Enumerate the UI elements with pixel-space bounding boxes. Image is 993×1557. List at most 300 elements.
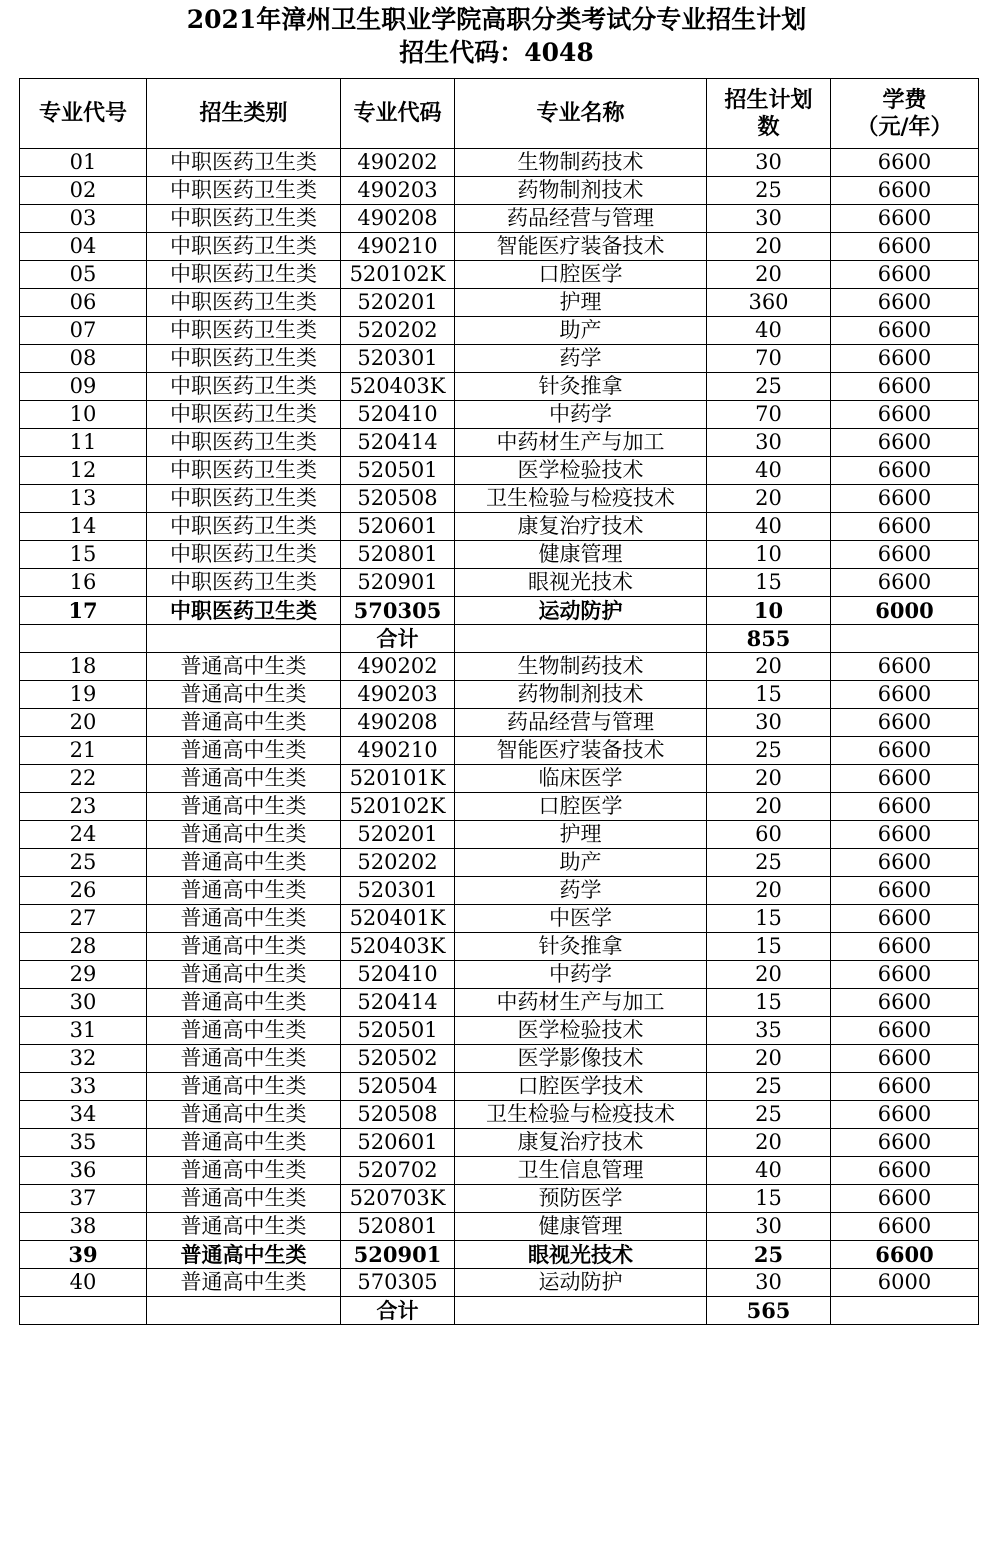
cell-major-number: 38 bbox=[20, 1213, 147, 1241]
cell-major-code: 520508 bbox=[341, 485, 455, 513]
cell-major-code: 570305 bbox=[341, 597, 455, 625]
cell-major-name: 运动防护 bbox=[455, 597, 707, 625]
cell-category: 普通高中生类 bbox=[147, 1073, 341, 1101]
cell-plan-count: 25 bbox=[707, 373, 831, 401]
cell-major-number: 35 bbox=[20, 1129, 147, 1157]
cell-tuition: 6600 bbox=[831, 373, 979, 401]
header-category: 招生类别 bbox=[147, 79, 341, 149]
cell-plan-count: 15 bbox=[707, 905, 831, 933]
cell-major-number: 22 bbox=[20, 765, 147, 793]
cell-category: 普通高中生类 bbox=[147, 1185, 341, 1213]
header-plan-line1: 招生计划 bbox=[724, 86, 813, 113]
cell-plan-count: 70 bbox=[707, 345, 831, 373]
cell-plan-count: 30 bbox=[707, 709, 831, 737]
cell-category: 中职医药卫生类 bbox=[147, 289, 341, 317]
cell-tuition: 6600 bbox=[831, 1185, 979, 1213]
cell-major-code: 520702 bbox=[341, 1157, 455, 1185]
table-row bbox=[20, 289, 979, 317]
cell-major-code: 520501 bbox=[341, 457, 455, 485]
cell-major-name: 预防医学 bbox=[455, 1185, 707, 1213]
cell-category: 普通高中生类 bbox=[147, 709, 341, 737]
table-row bbox=[20, 1045, 979, 1073]
cell-major-code: 520601 bbox=[341, 1129, 455, 1157]
cell-major-name: 康复治疗技术 bbox=[455, 1129, 707, 1157]
cell-major-name: 眼视光技术 bbox=[455, 1241, 707, 1269]
cell-major-code: 520414 bbox=[341, 989, 455, 1017]
cell-major-code: 合计 bbox=[341, 625, 455, 653]
cell-category: 中职医药卫生类 bbox=[147, 429, 341, 457]
table-row bbox=[20, 177, 979, 205]
cell-plan-count: 30 bbox=[707, 205, 831, 233]
cell-major-code: 520102K bbox=[341, 261, 455, 289]
header-plan-count bbox=[707, 79, 831, 149]
cell-category: 普通高中生类 bbox=[147, 989, 341, 1017]
cell-major-code: 520801 bbox=[341, 541, 455, 569]
table-row bbox=[20, 457, 979, 485]
table-row bbox=[20, 1269, 979, 1297]
cell-plan-count: 15 bbox=[707, 989, 831, 1017]
cell-tuition: 6600 bbox=[831, 401, 979, 429]
header-tuition-line1: 学费 bbox=[882, 86, 927, 113]
cell-plan-count: 10 bbox=[707, 597, 831, 625]
cell-major-code: 520201 bbox=[341, 289, 455, 317]
cell-plan-count: 20 bbox=[707, 961, 831, 989]
enrollment-plan-table bbox=[19, 78, 979, 1325]
cell-major-number: 31 bbox=[20, 1017, 147, 1045]
cell-tuition: 6000 bbox=[831, 1269, 979, 1297]
cell-tuition: 6600 bbox=[831, 905, 979, 933]
table-row bbox=[20, 933, 979, 961]
cell-major-number: 08 bbox=[20, 345, 147, 373]
cell-major-name: 药学 bbox=[455, 877, 707, 905]
cell-major-number: 10 bbox=[20, 401, 147, 429]
table-row bbox=[20, 261, 979, 289]
cell-major-name: 药品经营与管理 bbox=[455, 709, 707, 737]
cell-category: 中职医药卫生类 bbox=[147, 485, 341, 513]
document-title: 2021年漳州卫生职业学院高职分类考试分专业招生计划 bbox=[186, 5, 807, 34]
cell-major-code: 520202 bbox=[341, 317, 455, 345]
cell-category: 普通高中生类 bbox=[147, 1045, 341, 1073]
cell-plan-count: 20 bbox=[707, 485, 831, 513]
cell-plan-count: 360 bbox=[707, 289, 831, 317]
cell-major-number: 05 bbox=[20, 261, 147, 289]
cell-tuition: 6600 bbox=[831, 513, 979, 541]
table-row bbox=[20, 569, 979, 597]
cell-category bbox=[147, 1297, 341, 1325]
cell-major-number: 40 bbox=[20, 1269, 147, 1297]
cell-plan-count: 25 bbox=[707, 1241, 831, 1269]
cell-major-name: 口腔医学 bbox=[455, 793, 707, 821]
cell-plan-count: 25 bbox=[707, 1073, 831, 1101]
cell-major-number: 13 bbox=[20, 485, 147, 513]
cell-major-code: 520201 bbox=[341, 821, 455, 849]
cell-category: 普通高中生类 bbox=[147, 681, 341, 709]
cell-plan-count: 15 bbox=[707, 1185, 831, 1213]
table-row bbox=[20, 541, 979, 569]
cell-category: 中职医药卫生类 bbox=[147, 233, 341, 261]
cell-tuition: 6600 bbox=[831, 877, 979, 905]
cell-major-name: 药学 bbox=[455, 345, 707, 373]
cell-major-name: 眼视光技术 bbox=[455, 569, 707, 597]
cell-tuition: 6600 bbox=[831, 233, 979, 261]
cell-category: 普通高中生类 bbox=[147, 1269, 341, 1297]
cell-category: 普通高中生类 bbox=[147, 933, 341, 961]
cell-major-name bbox=[455, 625, 707, 653]
cell-major-name: 针灸推拿 bbox=[455, 933, 707, 961]
cell-major-number: 24 bbox=[20, 821, 147, 849]
cell-major-number: 12 bbox=[20, 457, 147, 485]
cell-category: 普通高中生类 bbox=[147, 793, 341, 821]
cell-major-name: 临床医学 bbox=[455, 765, 707, 793]
cell-plan-count: 40 bbox=[707, 317, 831, 345]
table-row bbox=[20, 821, 979, 849]
cell-plan-count: 20 bbox=[707, 653, 831, 681]
cell-major-number bbox=[20, 1297, 147, 1325]
cell-tuition: 6600 bbox=[831, 569, 979, 597]
cell-tuition: 6600 bbox=[831, 345, 979, 373]
cell-category: 普通高中生类 bbox=[147, 849, 341, 877]
cell-major-code: 520301 bbox=[341, 345, 455, 373]
cell-major-code: 520901 bbox=[341, 569, 455, 597]
cell-tuition: 6600 bbox=[831, 681, 979, 709]
cell-category: 中职医药卫生类 bbox=[147, 401, 341, 429]
table-row bbox=[20, 149, 979, 177]
cell-major-number: 39 bbox=[20, 1241, 147, 1269]
cell-major-name: 智能医疗装备技术 bbox=[455, 233, 707, 261]
cell-plan-count: 15 bbox=[707, 933, 831, 961]
cell-tuition: 6600 bbox=[831, 1045, 979, 1073]
cell-major-code: 520801 bbox=[341, 1213, 455, 1241]
cell-tuition: 6600 bbox=[831, 149, 979, 177]
cell-major-code: 490202 bbox=[341, 653, 455, 681]
cell-major-name: 中药材生产与加工 bbox=[455, 429, 707, 457]
cell-plan-count: 565 bbox=[707, 1297, 831, 1325]
cell-major-number: 06 bbox=[20, 289, 147, 317]
table-row bbox=[20, 877, 979, 905]
cell-major-name: 护理 bbox=[455, 821, 707, 849]
cell-plan-count: 15 bbox=[707, 569, 831, 597]
cell-major-number: 27 bbox=[20, 905, 147, 933]
cell-major-name: 护理 bbox=[455, 289, 707, 317]
table-row bbox=[20, 1073, 979, 1101]
cell-major-name: 生物制药技术 bbox=[455, 653, 707, 681]
cell-major-name: 卫生检验与检疫技术 bbox=[455, 485, 707, 513]
cell-tuition: 6600 bbox=[831, 793, 979, 821]
cell-major-number: 01 bbox=[20, 149, 147, 177]
cell-major-name: 智能医疗装备技术 bbox=[455, 737, 707, 765]
cell-category: 普通高中生类 bbox=[147, 877, 341, 905]
cell-category: 中职医药卫生类 bbox=[147, 205, 341, 233]
cell-plan-count: 25 bbox=[707, 1101, 831, 1129]
cell-tuition: 6600 bbox=[831, 457, 979, 485]
cell-major-name: 助产 bbox=[455, 317, 707, 345]
cell-plan-count: 20 bbox=[707, 261, 831, 289]
cell-major-number: 03 bbox=[20, 205, 147, 233]
cell-major-name: 医学影像技术 bbox=[455, 1045, 707, 1073]
table-row bbox=[20, 233, 979, 261]
cell-tuition: 6600 bbox=[831, 177, 979, 205]
cell-major-code: 490202 bbox=[341, 149, 455, 177]
table-row bbox=[20, 681, 979, 709]
cell-major-name: 卫生检验与检疫技术 bbox=[455, 1101, 707, 1129]
cell-category: 普通高中生类 bbox=[147, 765, 341, 793]
cell-major-code: 520703K bbox=[341, 1185, 455, 1213]
cell-plan-count: 30 bbox=[707, 149, 831, 177]
cell-tuition: 6600 bbox=[831, 849, 979, 877]
table-row bbox=[20, 1213, 979, 1241]
cell-category: 中职医药卫生类 bbox=[147, 373, 341, 401]
cell-plan-count: 25 bbox=[707, 177, 831, 205]
cell-category: 普通高中生类 bbox=[147, 821, 341, 849]
cell-tuition: 6600 bbox=[831, 821, 979, 849]
cell-major-name: 中药学 bbox=[455, 401, 707, 429]
cell-major-number: 07 bbox=[20, 317, 147, 345]
cell-tuition: 6000 bbox=[831, 597, 979, 625]
cell-major-number: 18 bbox=[20, 653, 147, 681]
cell-major-code: 490210 bbox=[341, 737, 455, 765]
cell-tuition bbox=[831, 625, 979, 653]
cell-major-number: 29 bbox=[20, 961, 147, 989]
cell-major-name: 运动防护 bbox=[455, 1269, 707, 1297]
cell-major-number: 19 bbox=[20, 681, 147, 709]
cell-major-number: 02 bbox=[20, 177, 147, 205]
total-row bbox=[20, 1297, 979, 1325]
cell-category: 中职医药卫生类 bbox=[147, 541, 341, 569]
header-major-code: 专业代码 bbox=[341, 79, 455, 149]
table-row bbox=[20, 1017, 979, 1045]
table-row bbox=[20, 1241, 979, 1269]
cell-major-code: 520410 bbox=[341, 961, 455, 989]
cell-tuition: 6600 bbox=[831, 289, 979, 317]
cell-category: 普通高中生类 bbox=[147, 1241, 341, 1269]
table-row bbox=[20, 345, 979, 373]
cell-tuition: 6600 bbox=[831, 1241, 979, 1269]
total-row bbox=[20, 625, 979, 653]
cell-major-name bbox=[455, 1297, 707, 1325]
cell-major-code: 520501 bbox=[341, 1017, 455, 1045]
cell-major-number: 04 bbox=[20, 233, 147, 261]
table-row bbox=[20, 961, 979, 989]
cell-major-code: 合计 bbox=[341, 1297, 455, 1325]
cell-major-name: 中药材生产与加工 bbox=[455, 989, 707, 1017]
table-row bbox=[20, 485, 979, 513]
cell-major-code: 520502 bbox=[341, 1045, 455, 1073]
cell-tuition: 6600 bbox=[831, 933, 979, 961]
table-row bbox=[20, 1185, 979, 1213]
cell-major-name: 药品经营与管理 bbox=[455, 205, 707, 233]
cell-major-code: 520202 bbox=[341, 849, 455, 877]
cell-major-name: 口腔医学技术 bbox=[455, 1073, 707, 1101]
cell-tuition: 6600 bbox=[831, 1073, 979, 1101]
cell-tuition: 6600 bbox=[831, 765, 979, 793]
cell-category: 普通高中生类 bbox=[147, 961, 341, 989]
table-body bbox=[20, 149, 979, 1325]
cell-major-name: 生物制药技术 bbox=[455, 149, 707, 177]
header-major-number: 专业代号 bbox=[20, 79, 147, 149]
cell-major-code: 520410 bbox=[341, 401, 455, 429]
cell-category: 中职医药卫生类 bbox=[147, 457, 341, 485]
cell-category: 中职医药卫生类 bbox=[147, 345, 341, 373]
cell-major-name: 医学检验技术 bbox=[455, 1017, 707, 1045]
cell-category: 普通高中生类 bbox=[147, 737, 341, 765]
cell-major-code: 520403K bbox=[341, 933, 455, 961]
cell-tuition: 6600 bbox=[831, 1157, 979, 1185]
table-row bbox=[20, 765, 979, 793]
cell-category: 普通高中生类 bbox=[147, 905, 341, 933]
cell-plan-count: 20 bbox=[707, 1129, 831, 1157]
cell-major-number: 23 bbox=[20, 793, 147, 821]
cell-plan-count: 35 bbox=[707, 1017, 831, 1045]
cell-tuition: 6600 bbox=[831, 261, 979, 289]
cell-plan-count: 60 bbox=[707, 821, 831, 849]
cell-plan-count: 30 bbox=[707, 1213, 831, 1241]
cell-plan-count: 855 bbox=[707, 625, 831, 653]
cell-plan-count: 20 bbox=[707, 793, 831, 821]
cell-major-code: 570305 bbox=[341, 1269, 455, 1297]
cell-major-code: 490208 bbox=[341, 709, 455, 737]
table-row bbox=[20, 849, 979, 877]
cell-tuition: 6600 bbox=[831, 205, 979, 233]
cell-plan-count: 20 bbox=[707, 765, 831, 793]
cell-major-number: 34 bbox=[20, 1101, 147, 1129]
cell-category: 中职医药卫生类 bbox=[147, 317, 341, 345]
cell-tuition: 6600 bbox=[831, 653, 979, 681]
cell-category: 普通高中生类 bbox=[147, 1157, 341, 1185]
cell-category: 普通高中生类 bbox=[147, 653, 341, 681]
cell-category: 中职医药卫生类 bbox=[147, 177, 341, 205]
table-row bbox=[20, 1101, 979, 1129]
cell-category: 中职医药卫生类 bbox=[147, 569, 341, 597]
cell-major-name: 药物制剂技术 bbox=[455, 681, 707, 709]
cell-major-number bbox=[20, 625, 147, 653]
table-row bbox=[20, 373, 979, 401]
cell-category: 普通高中生类 bbox=[147, 1213, 341, 1241]
cell-major-number: 28 bbox=[20, 933, 147, 961]
cell-tuition: 6600 bbox=[831, 485, 979, 513]
table-row bbox=[20, 401, 979, 429]
cell-major-code: 520401K bbox=[341, 905, 455, 933]
cell-plan-count: 10 bbox=[707, 541, 831, 569]
cell-major-code: 520601 bbox=[341, 513, 455, 541]
table-row bbox=[20, 709, 979, 737]
header-major-name: 专业名称 bbox=[455, 79, 707, 149]
cell-plan-count: 40 bbox=[707, 1157, 831, 1185]
cell-tuition: 6600 bbox=[831, 317, 979, 345]
cell-plan-count: 20 bbox=[707, 1045, 831, 1073]
cell-major-name: 口腔医学 bbox=[455, 261, 707, 289]
cell-major-name: 医学检验技术 bbox=[455, 457, 707, 485]
header-plan-line2: 数 bbox=[757, 113, 780, 140]
cell-tuition: 6600 bbox=[831, 737, 979, 765]
table-row bbox=[20, 905, 979, 933]
cell-major-number: 25 bbox=[20, 849, 147, 877]
cell-major-number: 26 bbox=[20, 877, 147, 905]
cell-major-number: 33 bbox=[20, 1073, 147, 1101]
cell-major-number: 14 bbox=[20, 513, 147, 541]
cell-major-number: 15 bbox=[20, 541, 147, 569]
enrollment-code: 招生代码：4048 bbox=[399, 38, 594, 67]
cell-major-name: 康复治疗技术 bbox=[455, 513, 707, 541]
table-row bbox=[20, 737, 979, 765]
cell-major-number: 09 bbox=[20, 373, 147, 401]
cell-tuition: 6600 bbox=[831, 989, 979, 1017]
cell-plan-count: 40 bbox=[707, 513, 831, 541]
cell-plan-count: 15 bbox=[707, 681, 831, 709]
cell-plan-count: 30 bbox=[707, 1269, 831, 1297]
header-tuition bbox=[831, 79, 979, 149]
cell-category: 普通高中生类 bbox=[147, 1129, 341, 1157]
cell-major-code: 520508 bbox=[341, 1101, 455, 1129]
table-row bbox=[20, 1157, 979, 1185]
cell-category: 中职医药卫生类 bbox=[147, 261, 341, 289]
cell-major-code: 520101K bbox=[341, 765, 455, 793]
cell-category bbox=[147, 625, 341, 653]
cell-plan-count: 40 bbox=[707, 457, 831, 485]
cell-major-code: 490203 bbox=[341, 681, 455, 709]
cell-tuition: 6600 bbox=[831, 1213, 979, 1241]
table-header-row bbox=[20, 79, 979, 149]
cell-major-name: 中药学 bbox=[455, 961, 707, 989]
cell-plan-count: 20 bbox=[707, 233, 831, 261]
cell-major-name: 助产 bbox=[455, 849, 707, 877]
cell-major-number: 32 bbox=[20, 1045, 147, 1073]
table-row bbox=[20, 513, 979, 541]
cell-tuition: 6600 bbox=[831, 1101, 979, 1129]
cell-plan-count: 20 bbox=[707, 877, 831, 905]
cell-tuition: 6600 bbox=[831, 709, 979, 737]
cell-tuition: 6600 bbox=[831, 961, 979, 989]
cell-category: 普通高中生类 bbox=[147, 1017, 341, 1045]
cell-major-code: 520102K bbox=[341, 793, 455, 821]
table-row bbox=[20, 317, 979, 345]
cell-major-code: 490210 bbox=[341, 233, 455, 261]
header-tuition-line2: （元/年） bbox=[856, 113, 953, 140]
cell-major-code: 520403K bbox=[341, 373, 455, 401]
cell-plan-count: 30 bbox=[707, 429, 831, 457]
cell-major-name: 健康管理 bbox=[455, 541, 707, 569]
cell-major-code: 520504 bbox=[341, 1073, 455, 1101]
table-row bbox=[20, 205, 979, 233]
table-row bbox=[20, 989, 979, 1017]
cell-major-code: 520414 bbox=[341, 429, 455, 457]
cell-tuition bbox=[831, 1297, 979, 1325]
cell-plan-count: 25 bbox=[707, 849, 831, 877]
cell-major-code: 520901 bbox=[341, 1241, 455, 1269]
cell-major-name: 药物制剂技术 bbox=[455, 177, 707, 205]
cell-major-number: 17 bbox=[20, 597, 147, 625]
cell-plan-count: 25 bbox=[707, 737, 831, 765]
cell-category: 中职医药卫生类 bbox=[147, 149, 341, 177]
cell-major-number: 37 bbox=[20, 1185, 147, 1213]
cell-tuition: 6600 bbox=[831, 541, 979, 569]
cell-major-number: 16 bbox=[20, 569, 147, 597]
table-row bbox=[20, 653, 979, 681]
cell-major-name: 健康管理 bbox=[455, 1213, 707, 1241]
cell-tuition: 6600 bbox=[831, 1017, 979, 1045]
cell-category: 中职医药卫生类 bbox=[147, 597, 341, 625]
table-row bbox=[20, 429, 979, 457]
cell-major-number: 36 bbox=[20, 1157, 147, 1185]
cell-major-name: 针灸推拿 bbox=[455, 373, 707, 401]
cell-tuition: 6600 bbox=[831, 429, 979, 457]
cell-major-number: 11 bbox=[20, 429, 147, 457]
table-row bbox=[20, 597, 979, 625]
cell-major-name: 中医学 bbox=[455, 905, 707, 933]
cell-plan-count: 70 bbox=[707, 401, 831, 429]
cell-tuition: 6600 bbox=[831, 1129, 979, 1157]
table-row bbox=[20, 1129, 979, 1157]
cell-major-name: 卫生信息管理 bbox=[455, 1157, 707, 1185]
